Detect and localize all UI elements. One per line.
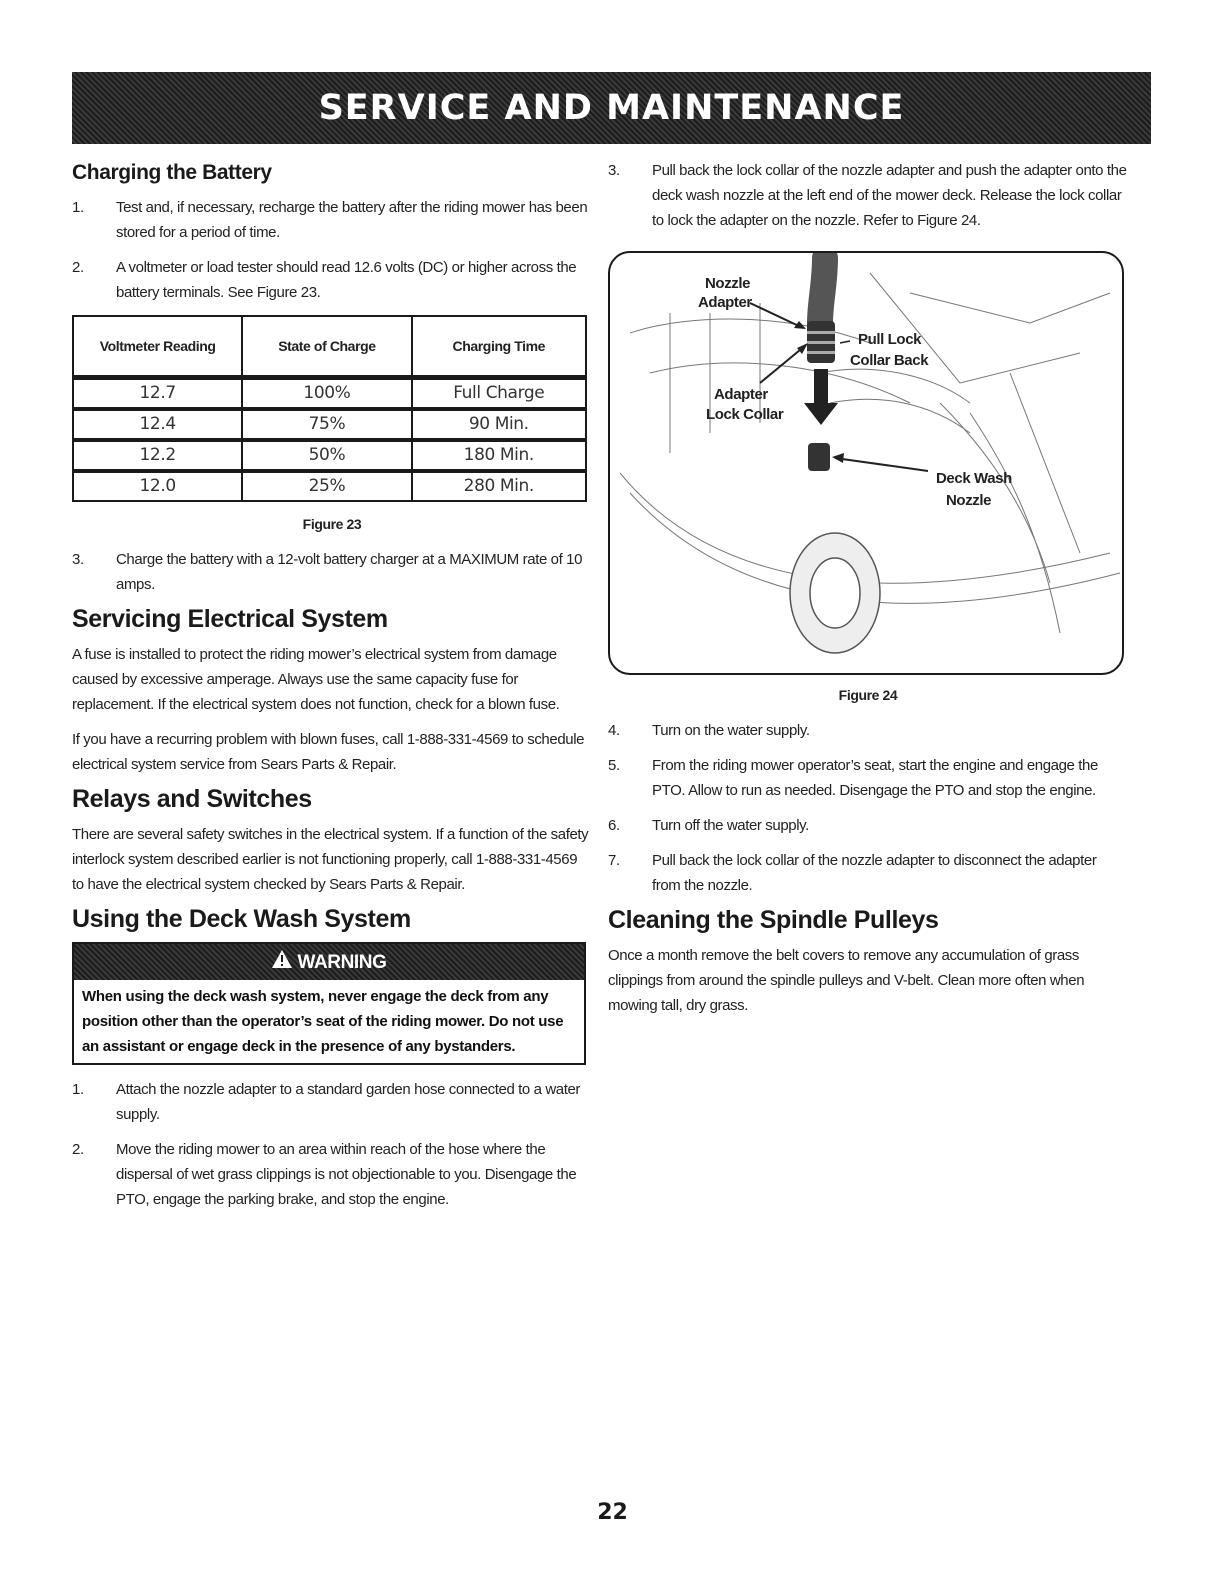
item-text: From the riding mower operator’s seat, start the engine and engage the PTO. Allow to run as needed. Disengage the PTO and stop the engine.: [652, 757, 1098, 799]
list-item: [608, 813, 1128, 838]
figure-23-caption: Figure 23: [302, 516, 362, 532]
table-row: [73, 440, 586, 471]
list-item: [72, 1077, 592, 1127]
table-cell: 12.2: [73, 440, 242, 471]
list-item: [608, 158, 1128, 233]
label-lock-collar: Lock Collar: [706, 406, 784, 423]
battery-charge-table: [72, 315, 587, 502]
table-row: [73, 378, 586, 410]
table-cell: 12.4: [73, 409, 242, 440]
page-number: 22: [597, 1500, 628, 1525]
item-text: Charge the battery with a 12-volt battery charger at a MAXIMUM rate of 10 amps.: [116, 551, 583, 593]
table-header: State of Charge: [242, 316, 411, 378]
item-text: A voltmeter or load tester should read 12.6 volts (DC) or higher across the battery terminals. See Figure 23.: [116, 259, 577, 301]
item-text: Move the riding mower to an area within reach of the hose where the dispersal of wet grass clippings is not objectionable to you. Disengage the PTO, engage the parking brake, and stop the engine.: [116, 1141, 577, 1208]
label-nozzle: Nozzle: [705, 275, 751, 292]
table-cell: 90 Min.: [412, 409, 586, 440]
item-text: Test and, if necessary, recharge the battery after the riding mower has been stored for a period of time.: [116, 199, 588, 241]
table-cell: 12.0: [139, 476, 176, 496]
table-cell: 100%: [242, 378, 411, 410]
mower-deck-drawing: [610, 253, 1122, 673]
table-row: [73, 471, 586, 501]
warning-box: [72, 942, 586, 1065]
left-column: [72, 158, 592, 1222]
banner-title: SERVICE AND MAINTENANCE: [318, 88, 905, 128]
item-number: 5.: [608, 757, 620, 774]
table-cell: 280 Min.: [412, 471, 586, 501]
warning-text: When using the deck wash system, never engage the deck from any position other than the operator’s seat of the riding mower. Do not use an assistant or engage deck in the presence of any bystanders.: [82, 988, 564, 1055]
item-text: Attach the nozzle adapter to a standard garden hose connected to a water supply.: [116, 1081, 581, 1123]
table-cell: 12.7: [73, 378, 242, 410]
paragraph: If you have a recurring problem with blown fuses, call 1-888-331-4569 to schedule electrical system service from Sears Parts & Repair.: [72, 731, 585, 773]
table-header: Voltmeter Reading: [73, 316, 242, 378]
heading-relays-switches: Relays and Switches: [72, 785, 312, 813]
list-item: [608, 753, 1128, 803]
section-banner: [72, 72, 1151, 144]
table-cell: 25%: [242, 471, 411, 501]
label-adapter: Adapter: [698, 294, 752, 311]
item-number: 3.: [72, 551, 84, 568]
list-item: [608, 718, 1128, 743]
item-number: 4.: [608, 722, 620, 739]
heading-servicing-electrical: Servicing Electrical System: [72, 605, 388, 633]
label-pull-lock: Pull Lock: [858, 331, 922, 348]
heading-charging-battery: Charging the Battery: [72, 161, 272, 184]
item-number: 2.: [72, 1141, 84, 1158]
label-collar-back: Collar Back: [850, 352, 929, 369]
table-header-row: [73, 316, 586, 378]
label-nozzle-2: Nozzle: [946, 492, 992, 509]
warning-header: [74, 944, 584, 980]
list-item: [608, 848, 1128, 898]
item-number: 1.: [72, 199, 84, 216]
item-text: Pull back the lock collar of the nozzle adapter to disconnect the adapter from the nozzle.: [652, 852, 1097, 894]
item-text: Turn off the water supply.: [652, 817, 809, 834]
heading-deck-wash: Using the Deck Wash System: [72, 905, 411, 933]
table-cell: Full Charge: [412, 378, 586, 410]
list-item: [72, 547, 592, 597]
item-number: 2.: [72, 259, 84, 276]
paragraph: A fuse is installed to protect the riding mower’s electrical system from damage caused by excessive amperage. Always use the same capacity fuse for replacement. If the electrical system does not function, check for a blown fuse.: [72, 646, 560, 713]
table-header: Charging Time: [412, 316, 586, 378]
item-number: 7.: [608, 852, 620, 869]
item-number: 3.: [608, 162, 620, 179]
table-cell: 75%: [242, 409, 411, 440]
label-deck-wash: Deck Wash: [936, 470, 1012, 487]
warning-triangle-icon: [271, 949, 293, 976]
warning-title: WARNING: [297, 951, 387, 973]
list-item: [72, 195, 592, 245]
figure-24-caption: Figure 24: [838, 687, 898, 703]
figure-24-illustration: [608, 251, 1124, 675]
item-number: 1.: [72, 1081, 84, 1098]
item-number: 6.: [608, 817, 620, 834]
list-item: [72, 255, 592, 305]
table-cell: 180 Min.: [412, 440, 586, 471]
item-text: Turn on the water supply.: [652, 722, 810, 739]
table-row: [73, 409, 586, 440]
label-adapter-2: Adapter: [714, 386, 768, 403]
list-item: [72, 1137, 592, 1212]
right-column: [608, 158, 1128, 1028]
paragraph: There are several safety switches in the electrical system. If a function of the safety interlock system described earlier is not functioning properly, call 1-888-331-4569 to have the electrical system checked by Sears Parts & Repair.: [72, 826, 589, 893]
paragraph: Once a month remove the belt covers to remove any accumulation of grass clippings from around the spindle pulleys and V-belt. Clean more often when mowing tall, dry grass.: [608, 947, 1085, 1014]
item-text: Pull back the lock collar of the nozzle adapter and push the adapter onto the deck wash nozzle at the left end of the mower deck. Release the lock collar to lock the adapter on the nozzle. Refer to Figure 24.: [652, 162, 1127, 229]
table-cell: 50%: [242, 440, 411, 471]
heading-cleaning-spindle: Cleaning the Spindle Pulleys: [608, 906, 939, 934]
